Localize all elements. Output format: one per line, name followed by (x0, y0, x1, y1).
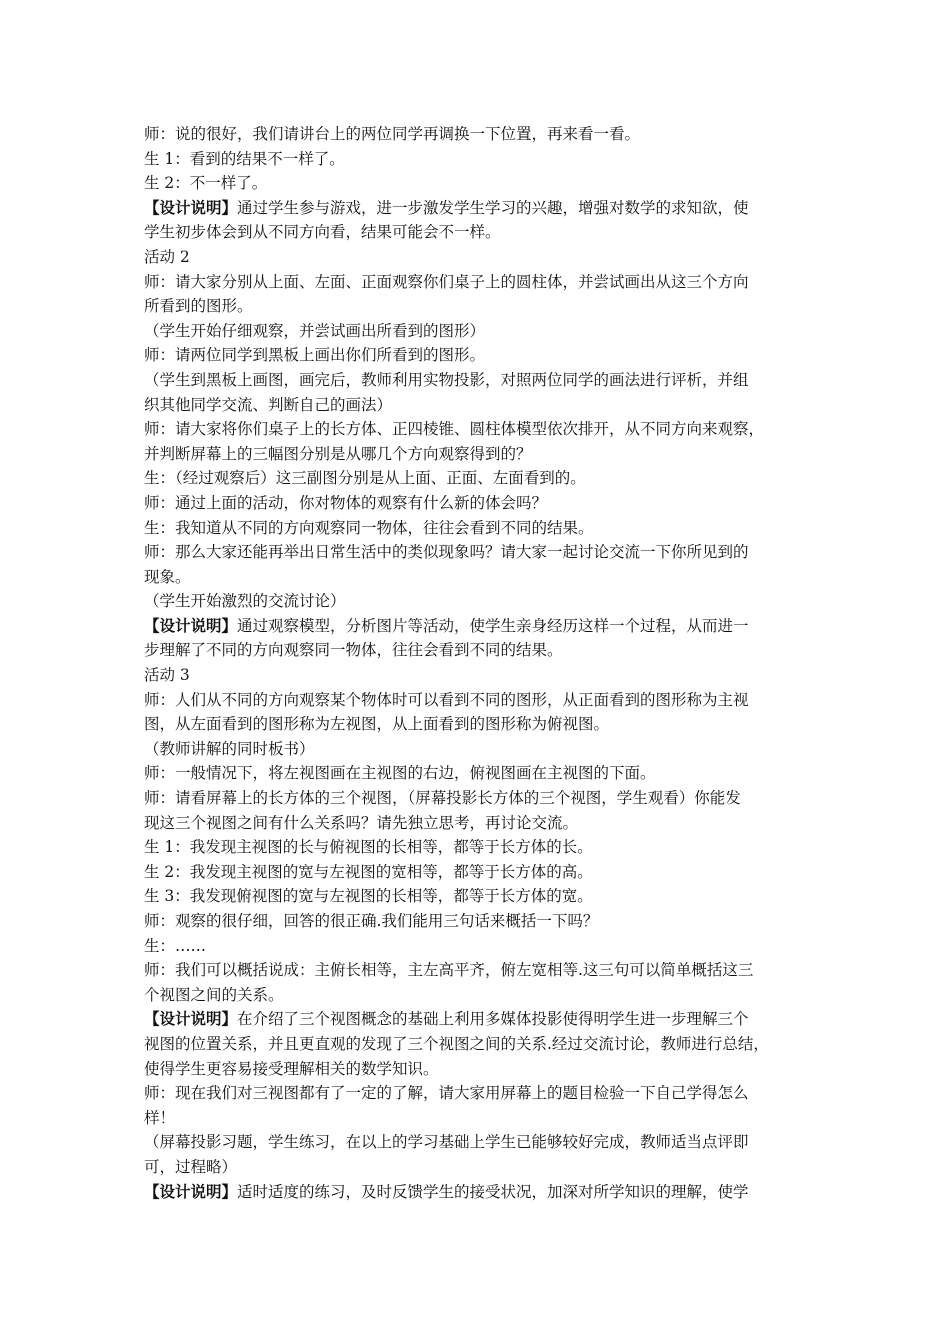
text-line (144, 220, 824, 245)
line-text: （学生开始激烈的交流讨论） (144, 592, 346, 611)
line-text: 生 3：我发现俯视图的宽与左视图的长相等，都等于长方体的宽。 (144, 887, 593, 906)
text-line (144, 638, 824, 663)
text-line (144, 1032, 824, 1057)
text-line (144, 368, 824, 393)
text-line (144, 466, 824, 491)
text-line (144, 909, 824, 934)
design-note-label: 【设计说明】 (144, 197, 238, 217)
text-line (144, 1180, 824, 1205)
text-paragraph (144, 122, 824, 147)
line-text: 师：请大家分别从上面、左面、正面观察你们桌子上的圆柱体，并尝试画出从这三个方向 (144, 272, 749, 291)
line-text: 个视图之间的关系。 (144, 985, 284, 1004)
text-line (144, 1081, 824, 1106)
text-line (144, 417, 824, 442)
line-text: 图，从左面看到的图形称为左视图，从上面看到的图形称为俯视图。 (144, 715, 610, 734)
line-text: 师：请看屏幕上的长方体的三个视图，（屏幕投影长方体的三个视图，学生观看）你能发 (144, 789, 741, 808)
line-text: （学生开始仔细观察，并尝试画出所看到的图形） (144, 321, 486, 340)
text-line (144, 196, 824, 221)
line-text: 师：观察的很仔细，回答的很正确.我们能用三句话来概括一下吗？ (144, 912, 599, 930)
line-text: 师：一般情况下，将左视图画在主视图的右边，俯视图画在主视图的下面。 (144, 764, 656, 783)
text-paragraph (144, 884, 824, 909)
text-line (144, 884, 824, 909)
line-text: 生 1：看到的结果不一样了。 (144, 149, 345, 168)
line-text: 在介绍了三个视图概念的基础上利用多媒体投影使得明学生进一步理解三个 (237, 1010, 749, 1029)
text-line (144, 1106, 824, 1131)
text-line (144, 442, 824, 467)
text-line (144, 343, 824, 368)
text-line (144, 663, 824, 688)
text-line (144, 1057, 824, 1082)
document-page (144, 122, 824, 1204)
line-text: 织其他同学交流、判断自己的画法） (144, 395, 393, 414)
line-text: 生：我知道从不同的方向观察同一物体，往往会看到不同的结果。 (144, 518, 594, 537)
text-line (144, 958, 824, 983)
text-line (144, 786, 824, 811)
design-note-label: 【设计说明】 (144, 615, 238, 635)
text-line (144, 491, 824, 516)
text-paragraph (144, 958, 824, 1007)
text-paragraph (144, 516, 824, 541)
text-paragraph (144, 934, 824, 959)
text-line (144, 294, 824, 319)
text-paragraph (144, 786, 824, 835)
text-paragraph (144, 663, 824, 688)
text-paragraph (144, 835, 824, 860)
line-text: （教师讲解的同时板书） (144, 739, 315, 758)
text-line (144, 516, 824, 541)
design-note-paragraph (144, 1007, 824, 1081)
line-text: 步理解了不同的方向观察同一物体，往往会看到不同的结果。 (144, 641, 563, 660)
line-text: 所看到的图形。 (144, 297, 253, 316)
text-line (144, 270, 824, 295)
line-text: 师：人们从不同的方向观察某个物体时可以看到不同的图形，从正面看到的图形称为主视 (144, 690, 749, 709)
text-paragraph (144, 417, 824, 466)
text-paragraph (144, 491, 824, 516)
line-text: 师：请大家将你们桌子上的长方体、正四棱锥、圆柱体模型依次排开，从不同方向来观察， (144, 420, 765, 439)
design-note-paragraph (144, 196, 824, 245)
text-paragraph (144, 171, 824, 196)
line-text: 使得学生更容易接受理解相关的数学知识。 (144, 1059, 439, 1078)
text-line (144, 565, 824, 590)
text-line (144, 540, 824, 565)
text-line (144, 811, 824, 836)
text-line (144, 245, 824, 270)
text-line (144, 860, 824, 885)
text-paragraph (144, 245, 824, 270)
line-text: 可，过程略） (144, 1157, 238, 1176)
text-line (144, 319, 824, 344)
text-line (144, 737, 824, 762)
line-text: 并判断屏幕上的三幅图分别是从哪几个方向观察得到的？ (144, 444, 532, 463)
line-text: 生 2：不一样了。 (144, 174, 268, 193)
line-text: （屏幕投影习题，学生练习，在以上的学习基础上学生已能够较好完成，教师适当点评即 (144, 1133, 749, 1152)
text-paragraph (144, 540, 824, 589)
text-line (144, 614, 824, 639)
text-paragraph (144, 368, 824, 417)
text-paragraph (144, 1130, 824, 1179)
line-text: 生 1：我发现主视图的长与俯视图的长相等，都等于长方体的长。 (144, 838, 593, 857)
line-text: 师：那么大家还能再举出日常生活中的类似现象吗？请大家一起讨论交流一下你所见到的 (144, 543, 749, 562)
line-text: 师：说的很好，我们请讲台上的两位同学再调换一下位置，再来看一看。 (144, 125, 641, 143)
text-line (144, 835, 824, 860)
text-paragraph (144, 589, 824, 614)
text-line (144, 712, 824, 737)
design-note-label: 【设计说明】 (144, 1009, 238, 1029)
line-text: 生：（经过观察后）这三副图分别是从上面、正面、左面看到的。 (144, 469, 586, 488)
line-text: 师：现在我们对三视图都有了一定的了解，请大家用屏幕上的题目检验一下自己学得怎么 (144, 1084, 749, 1103)
text-paragraph (144, 909, 824, 934)
line-text: （学生到黑板上画图，画完后，教师利用实物投影，对照两位同学的画法进行评析，并组 (144, 370, 749, 389)
line-text: 师：我们可以概括说成：主俯长相等，主左高平齐，俯左宽相等.这三句可以简单概括这三 (144, 961, 754, 980)
line-text: 通过观察模型，分析图片等活动，使学生亲身经历这样一个过程，从而进一 (237, 616, 749, 635)
design-note-label: 【设计说明】 (144, 1181, 238, 1201)
text-paragraph (144, 270, 824, 319)
line-text: 现这三个视图之间有什么关系吗？请先独立思考，再讨论交流。 (144, 813, 579, 832)
line-text: 现象。 (144, 567, 191, 586)
text-paragraph (144, 737, 824, 762)
text-line (144, 589, 824, 614)
text-line (144, 1155, 824, 1180)
line-text: 生：…… (144, 936, 207, 955)
line-text: 样！ (144, 1108, 176, 1127)
line-text: 师：请两位同学到黑板上画出你们所看到的图形。 (144, 346, 486, 365)
text-paragraph (144, 466, 824, 491)
line-text: 生 2：我发现主视图的宽与左视图的宽相等，都等于长方体的高。 (144, 862, 593, 881)
line-text: 活动 3 (144, 666, 190, 685)
text-line (144, 983, 824, 1008)
text-paragraph (144, 761, 824, 786)
line-text: 活动 2 (144, 247, 190, 266)
design-note-paragraph (144, 1180, 824, 1205)
line-text: 师：通过上面的活动，你对物体的观察有什么新的体会吗？ (144, 493, 548, 512)
line-text: 视图的位置关系，并且更直观的发现了三个视图之间的关系.经过交流讨论，教师进行总结， (144, 1034, 769, 1053)
text-paragraph (144, 860, 824, 885)
text-line (144, 171, 824, 196)
line-text: 适时适度的练习，及时反馈学生的接受状况，加深对所学知识的理解，使学 (237, 1182, 749, 1201)
text-line (144, 761, 824, 786)
design-note-paragraph (144, 614, 824, 663)
text-line (144, 122, 824, 147)
text-line (144, 934, 824, 959)
text-paragraph (144, 343, 824, 368)
text-line (144, 393, 824, 418)
text-paragraph (144, 1081, 824, 1130)
line-text: 通过学生参与游戏，进一步激发学生学习的兴趣，增强对数学的求知欲，使 (237, 198, 749, 217)
text-line (144, 1007, 824, 1032)
text-line (144, 688, 824, 713)
text-paragraph (144, 688, 824, 737)
text-line (144, 1130, 824, 1155)
line-text: 学生初步体会到从不同方向看，结果可能会不一样。 (144, 223, 501, 242)
text-paragraph (144, 147, 824, 172)
text-line (144, 147, 824, 172)
text-paragraph (144, 319, 824, 344)
